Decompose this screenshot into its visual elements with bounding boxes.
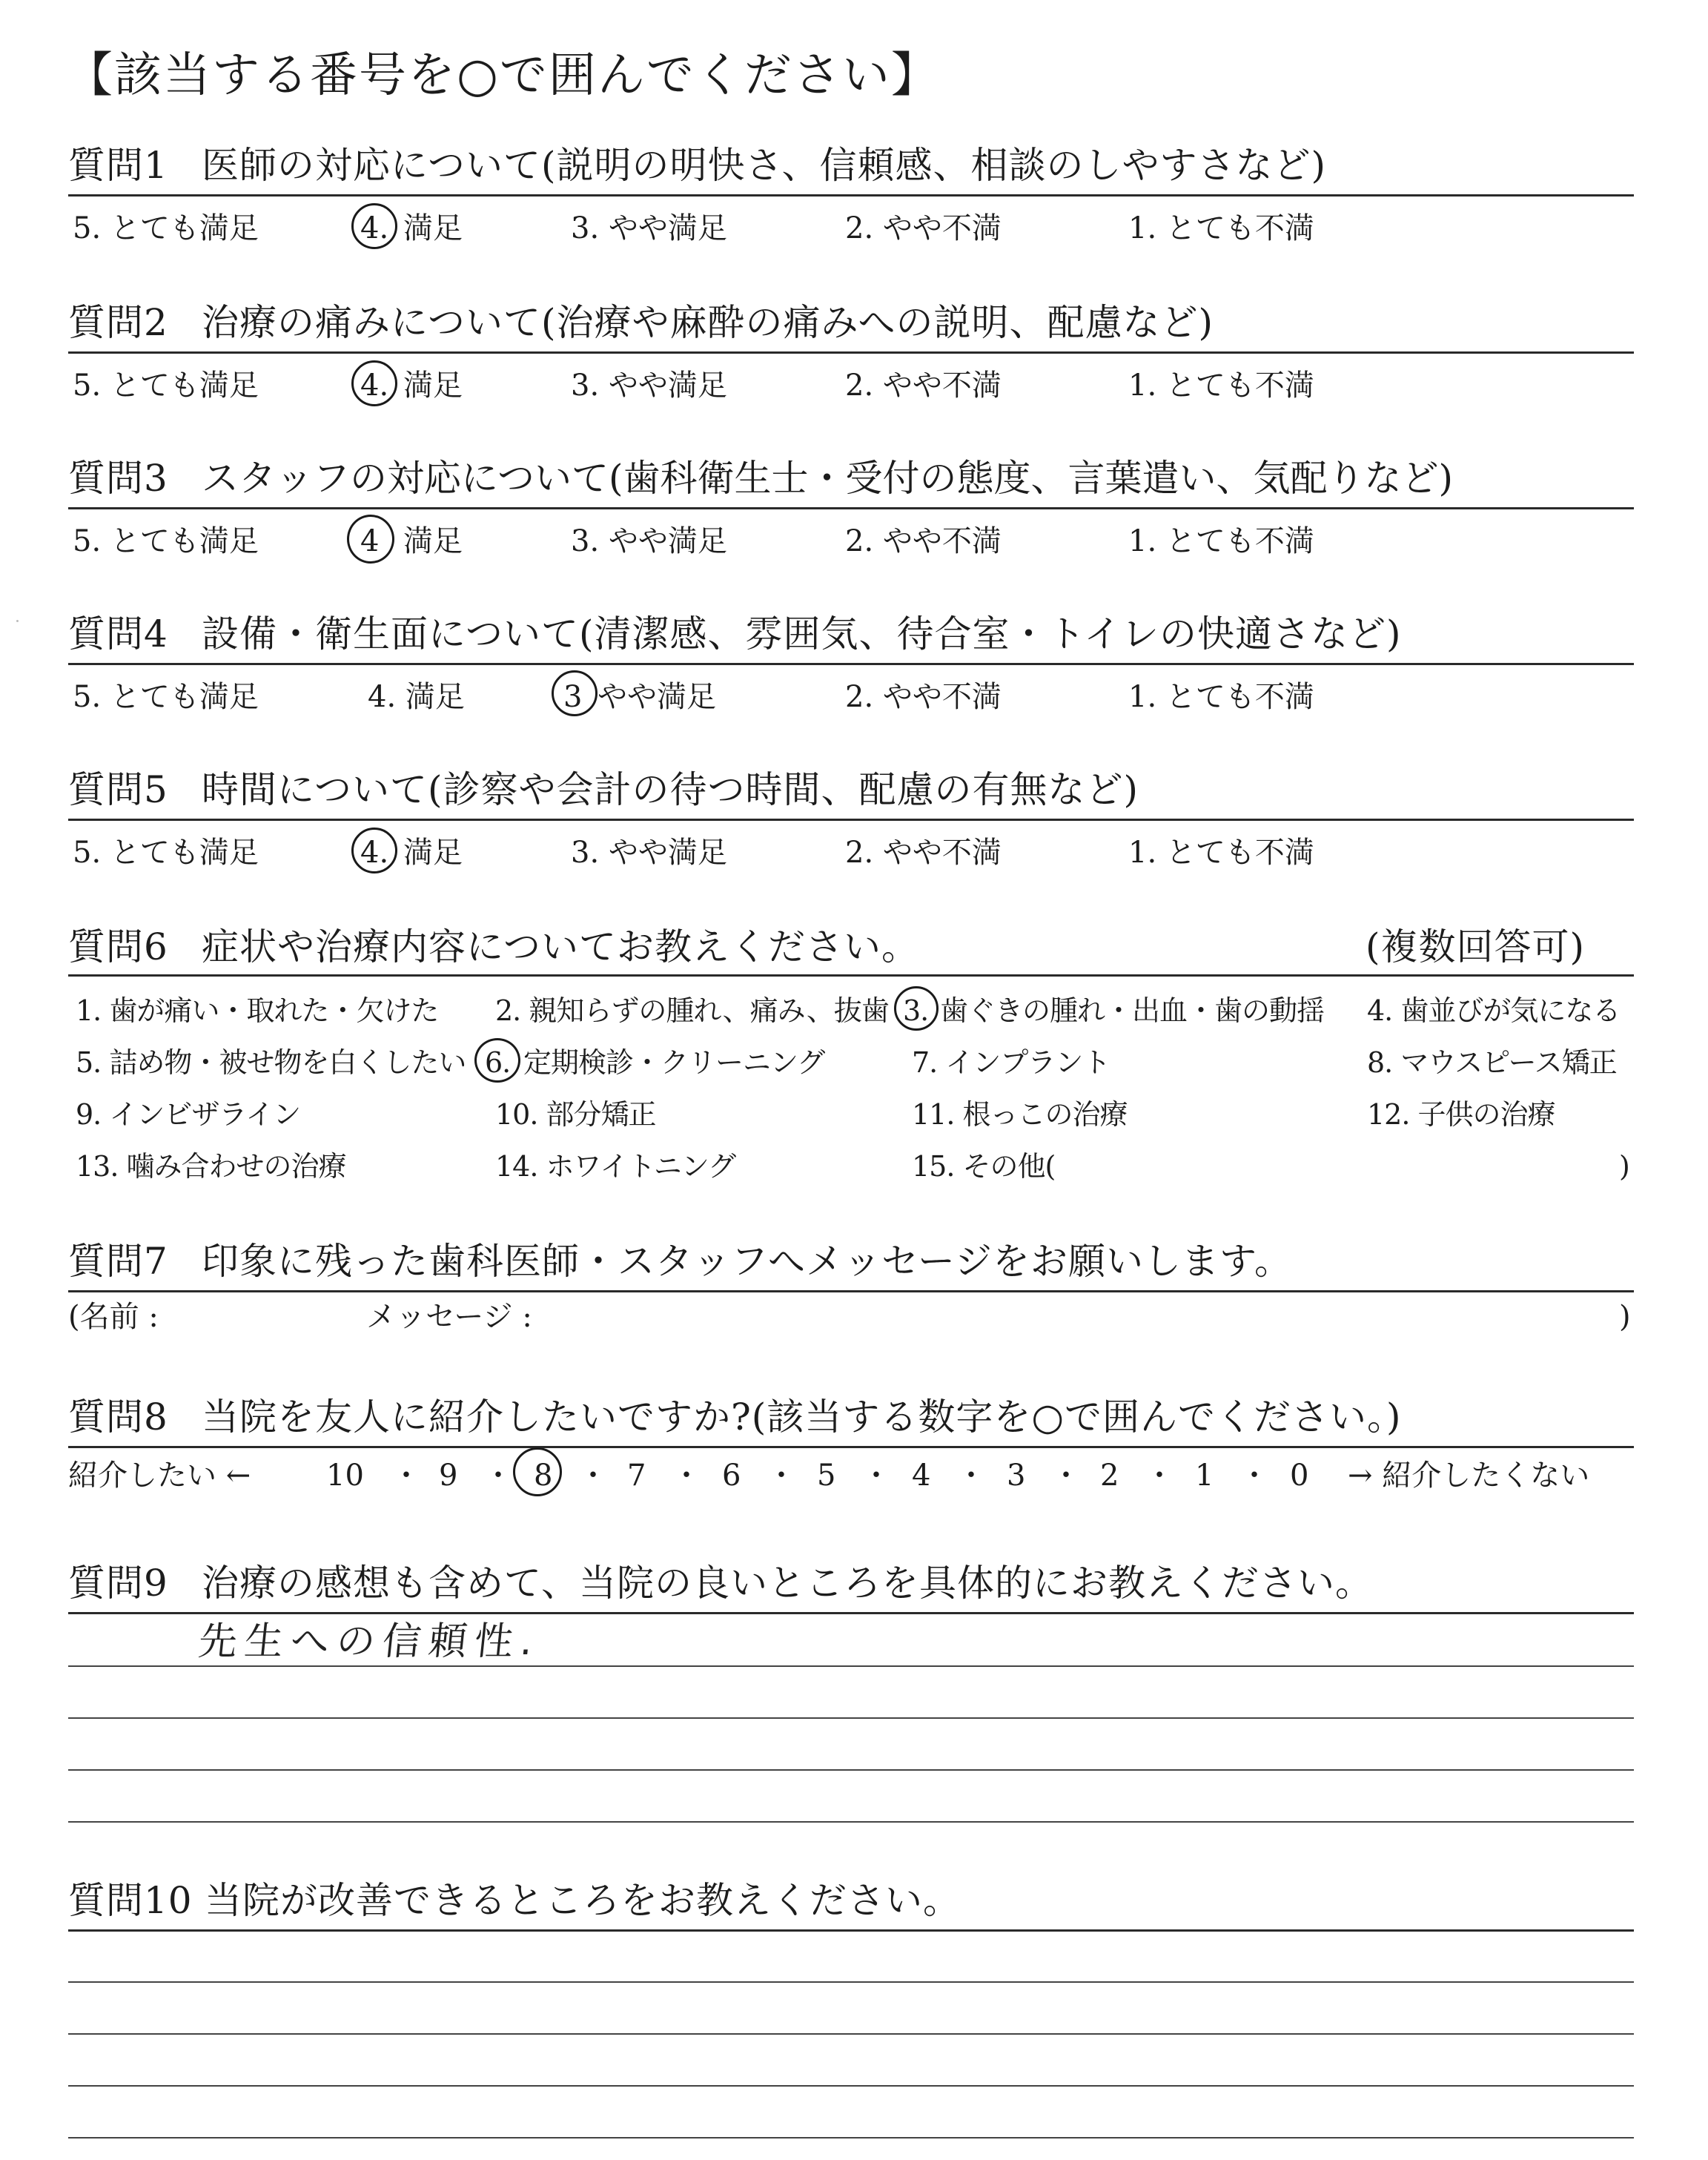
q8-scale-8[interactable]: 8 [534, 1459, 553, 1493]
q5-option-4-label: 満足 [403, 836, 463, 870]
q6-item-6-circle [474, 1038, 520, 1083]
q8-text: 当院を友人に紹介したいですか?(該当する数字を○で囲んでください。) [202, 1396, 1402, 1439]
q4-option-3-label: やや満足 [598, 680, 716, 714]
q6-item-3[interactable]: 3. [903, 994, 929, 1027]
scan-speck [16, 620, 19, 622]
q8-scale-2[interactable]: 2 [1100, 1459, 1119, 1493]
q7-text: 印象に残った歯科医師・スタッフへメッセージをお願いします。 [202, 1240, 1292, 1283]
q8-dot: ・ [1239, 1459, 1269, 1493]
q6-item-4[interactable]: 4. 歯並びが気になる [1367, 994, 1621, 1027]
q5-option-2[interactable]: 2. やや不満 [845, 836, 1002, 870]
q2-label: 質問2 [68, 301, 168, 344]
q6-item-15-close: ) [1619, 1150, 1629, 1183]
q6-item-13[interactable]: 13. 噛み合わせの治療 [76, 1150, 346, 1183]
q4-option-1[interactable]: 1. とても不満 [1128, 680, 1314, 714]
q8-selection-circle [513, 1447, 562, 1496]
q4-option-3[interactable]: 3 [563, 680, 583, 714]
q1-option-3[interactable]: 3. やや満足 [571, 211, 727, 245]
q8-scale-10[interactable]: 10 [326, 1459, 364, 1493]
q3-rule [68, 507, 1634, 509]
q9-rule [68, 1612, 1634, 1614]
q3-option-4[interactable]: 4 [360, 524, 380, 558]
q9-write-line [68, 1821, 1634, 1823]
q4-option-4[interactable]: 4. 満足 [368, 680, 465, 714]
q6-rule [68, 974, 1634, 977]
q1-label: 質問1 [68, 144, 168, 187]
q3-text: スタッフの対応について(歯科衛生士・受付の態度、言葉遣い、気配りなど) [202, 457, 1454, 500]
q6-label: 質問6 [68, 925, 168, 968]
q7-close: ) [1619, 1300, 1631, 1334]
q2-option-2[interactable]: 2. やや不満 [845, 369, 1002, 403]
q1-text: 医師の対応について(説明の明快さ、信頼感、相談のしやすさなど) [202, 144, 1327, 187]
q9-handwritten-answer[interactable]: 先生への信頼性. [196, 1619, 543, 1664]
q1-option-1[interactable]: 1. とても不満 [1128, 211, 1314, 245]
q3-option-5[interactable]: 5. とても満足 [73, 524, 259, 558]
q8-right-label: → 紹介したくない [1348, 1459, 1590, 1493]
q7-message-label: メッセージ : [366, 1300, 532, 1334]
q8-dot: ・ [861, 1459, 891, 1493]
q3-option-4-label: 満足 [403, 524, 463, 558]
q7-rule [68, 1290, 1634, 1292]
q6-item-3-circle [894, 986, 939, 1031]
q6-item-10[interactable]: 10. 部分矯正 [495, 1098, 656, 1131]
q5-label: 質問5 [68, 768, 168, 811]
q7-name-label: (名前 : [68, 1300, 159, 1334]
q8-dot: ・ [956, 1459, 986, 1493]
q1-option-5[interactable]: 5. とても満足 [73, 211, 259, 245]
q6-item-6-label: 定期検診・クリーニング [523, 1046, 825, 1079]
q8-scale-3[interactable]: 3 [1007, 1459, 1026, 1493]
q3-option-3[interactable]: 3. やや満足 [571, 524, 727, 558]
q10-write-line [68, 2033, 1634, 2035]
q8-dot: ・ [767, 1459, 796, 1493]
q8-label: 質問8 [68, 1396, 168, 1439]
page-title: 【該当する番号を○で囲んでください】 [65, 48, 940, 103]
q10-rule [68, 1929, 1634, 1932]
q1-option-2[interactable]: 2. やや不満 [845, 211, 1002, 245]
q10-write-line [68, 1981, 1634, 1983]
q6-item-15[interactable]: 15. その他( [912, 1150, 1056, 1183]
q3-option-2[interactable]: 2. やや不満 [845, 524, 1002, 558]
q1-option-4[interactable]: 4. [360, 211, 389, 245]
q8-dot: ・ [1051, 1459, 1081, 1493]
q6-item-9[interactable]: 9. インビザライン [76, 1098, 301, 1131]
q4-rule [68, 663, 1634, 665]
q2-selection-circle [351, 360, 397, 406]
q6-item-6[interactable]: 6. [485, 1046, 511, 1079]
q4-label: 質問4 [68, 612, 168, 655]
q7-label: 質問7 [68, 1240, 168, 1283]
q8-scale-9[interactable]: 9 [439, 1459, 458, 1493]
q6-item-14[interactable]: 14. ホワイトニング [495, 1150, 736, 1183]
q6-item-5[interactable]: 5. 詰め物・被せ物を白くしたい [76, 1046, 466, 1079]
q5-option-4[interactable]: 4. [360, 836, 389, 870]
q5-option-5[interactable]: 5. とても満足 [73, 836, 259, 870]
q5-rule [68, 819, 1634, 821]
q1-rule [68, 194, 1634, 196]
q2-option-3[interactable]: 3. やや満足 [571, 369, 727, 403]
q5-selection-circle [351, 828, 397, 873]
q10-label: 質問10 [68, 1879, 193, 1922]
q10-text: 当院が改善できるところをお教えください。 [205, 1879, 961, 1922]
q6-item-7[interactable]: 7. インプラント [912, 1046, 1110, 1079]
q2-text: 治療の痛みについて(治療や麻酔の痛みへの説明、配慮など) [202, 301, 1214, 344]
q1-selection-circle [351, 203, 397, 249]
q8-rule [68, 1446, 1634, 1448]
q5-text: 時間について(診察や会計の待つ時間、配慮の有無など) [202, 768, 1139, 811]
q9-write-line [68, 1665, 1634, 1667]
q4-selection-circle [552, 670, 598, 716]
q10-write-line [68, 2085, 1634, 2087]
q5-option-1[interactable]: 1. とても不満 [1128, 836, 1314, 870]
q9-text: 治療の感想も含めて、当院の良いところを具体的にお教えください。 [202, 1562, 1373, 1605]
q2-option-5[interactable]: 5. とても満足 [73, 369, 259, 403]
q3-option-1[interactable]: 1. とても不満 [1128, 524, 1314, 558]
q6-item-11[interactable]: 11. 根っこの治療 [912, 1098, 1128, 1131]
q8-scale-4[interactable]: 4 [912, 1459, 931, 1493]
q8-dot: ・ [483, 1459, 513, 1493]
q6-item-2[interactable]: 2. 親知らずの腫れ、痛み、抜歯 [495, 994, 889, 1027]
q8-scale-1[interactable]: 1 [1195, 1459, 1214, 1493]
q5-option-3[interactable]: 3. やや満足 [571, 836, 727, 870]
q2-option-1[interactable]: 1. とても不満 [1128, 369, 1314, 403]
q6-item-12[interactable]: 12. 子供の治療 [1367, 1098, 1555, 1131]
q10-write-line [68, 2137, 1634, 2138]
q6-item-8[interactable]: 8. マウスピース矯正 [1367, 1046, 1617, 1079]
q2-option-4-label: 満足 [403, 369, 463, 403]
q4-option-5[interactable]: 5. とても満足 [73, 680, 259, 714]
q9-write-line [68, 1769, 1634, 1771]
q8-scale-5[interactable]: 5 [817, 1459, 836, 1493]
q1-option-4-label: 満足 [403, 211, 463, 245]
q6-item-1[interactable]: 1. 歯が痛い・取れた・欠けた [76, 994, 439, 1027]
q8-dot: ・ [391, 1459, 421, 1493]
q8-dot: ・ [578, 1459, 608, 1493]
q6-text: 症状や治療内容についてお教えください。 [202, 925, 919, 968]
q4-text: 設備・衛生面について(清潔感、雰囲気、待合室・トイレの快適さなど) [202, 612, 1402, 655]
q8-dot: ・ [672, 1459, 701, 1493]
q8-left-label: 紹介したい ← [68, 1459, 251, 1493]
q2-option-4[interactable]: 4. [360, 369, 389, 403]
q9-write-line [68, 1717, 1634, 1719]
q3-selection-circle [347, 515, 394, 564]
q3-label: 質問3 [68, 457, 168, 500]
q8-dot: ・ [1145, 1459, 1174, 1493]
q9-label: 質問9 [68, 1562, 168, 1605]
q6-note: (複数回答可) [1366, 925, 1586, 968]
q8-scale-6[interactable]: 6 [722, 1459, 741, 1493]
q2-rule [68, 351, 1634, 354]
q8-scale-7[interactable]: 7 [627, 1459, 646, 1493]
q6-item-3-label: 歯ぐきの腫れ・出血・歯の動揺 [940, 994, 1325, 1027]
q8-scale-0[interactable]: 0 [1290, 1459, 1309, 1493]
q4-option-2[interactable]: 2. やや不満 [845, 680, 1002, 714]
